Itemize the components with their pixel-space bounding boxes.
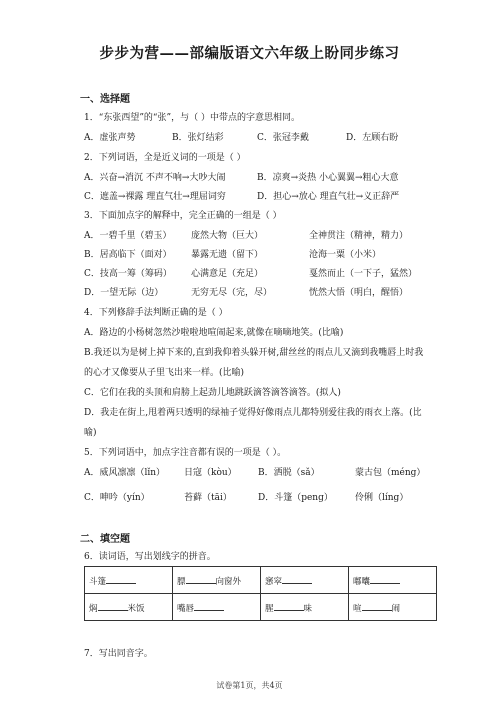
word-mifan: 米饭 (127, 603, 145, 614)
question-3-option-b3: 沧海一粟（小米） (309, 250, 382, 260)
word-dunang: 嘟囔 (353, 576, 371, 587)
question-3-option-d2: 无穷无尽（完，尽） (191, 288, 273, 298)
question-5-option-b1: B．洒脱（sǎ） (258, 468, 320, 478)
question-3-option-b2: 暴露无遗（留下） (191, 250, 264, 260)
question-6-stem: 6．读词语，写出划线字的拼音。 (84, 552, 216, 562)
question-4-option-b-line2: 的心才又像要从子里飞出来一样。(比喻) (84, 368, 245, 378)
question-5-option-c1: C．呻吟（yín） (84, 493, 150, 503)
table-cell (173, 594, 261, 621)
table-row (85, 594, 437, 621)
question-4-option-b-line1: B.我还以为是树上掉下来的,直到我仰着头躲开树,甜丝丝的雨点儿又滴到我嘴唇上时我 (84, 348, 424, 358)
question-3-option-a2: 庞然大物（巨大） (191, 231, 264, 241)
question-3-option-b1: B．居高临下（面对） (84, 250, 172, 260)
answer-blank[interactable] (370, 574, 400, 584)
word-doupeng: 斗篷 (89, 576, 107, 587)
answer-blank[interactable] (98, 601, 128, 611)
answer-blank[interactable] (186, 574, 216, 584)
page-footer: 试卷第1页，共4页 (216, 681, 283, 690)
table-cell (349, 594, 437, 621)
table-cell (349, 567, 437, 594)
question-1-stem: 1．“东张西望”的“张”，与（ ）中带点的字意思相同。 (84, 113, 300, 123)
section-heading-choice: 一、选择题 (80, 94, 130, 105)
question-3-option-d1: D．一望无际（边） (84, 288, 164, 298)
word-piao: 膘 (177, 576, 186, 587)
question-7-stem: 7．写出同音字。 (84, 649, 153, 659)
question-5-option-c2: 苔藓（tāi） (184, 493, 232, 503)
question-3-option-a1: A．一碧千里（碧玉） (84, 231, 172, 241)
question-5-option-a1: A．威风凛凛（lǐn） (84, 468, 166, 478)
answer-blank[interactable] (282, 574, 312, 584)
question-3-option-c2: 心满意足（充足） (191, 269, 264, 279)
word-nao: 闹 (391, 603, 401, 614)
question-5-option-b2: 蒙古包（méng） (355, 468, 426, 478)
answer-blank[interactable] (194, 601, 224, 611)
word-xuan: 喧 (353, 603, 362, 614)
question-1-option-a: A．虚张声势 (84, 133, 136, 143)
word-xisu: 窸窣 (265, 576, 283, 587)
table-row (85, 567, 437, 594)
word-wei: 味 (303, 603, 313, 614)
question-1-option-c: C．张冠李戴 (257, 133, 309, 143)
question-2-option-a: A．兴奋→消沉 不声不响→大吵大闹 (84, 173, 226, 183)
page-title: 步步为营——部编版语文六年级上盼同步练习 (99, 45, 400, 62)
question-4-option-d-line1: D．我走在街上,甩着两只透明的绿袖子觉得好像雨点儿都特别爱往我的雨衣上落。(比 (84, 408, 422, 418)
word-xing: 腥 (265, 603, 274, 614)
question-3-option-d3: 恍然大悟（明白，醒悟） (309, 288, 409, 298)
question-5-stem: 5．下列词语中，加点字注音都有误的一项是（ ）。 (84, 448, 287, 458)
question-2-stem: 2．下列词语，全是近义词的一项是（ ） (84, 153, 246, 163)
answer-blank[interactable] (362, 601, 392, 611)
question-3-option-a3: 全神贯注（精神，精力） (309, 231, 409, 241)
question-5-option-d2: 伶俐（líng） (355, 493, 409, 503)
question-1-option-b: B．张灯结彩 (172, 133, 224, 143)
section-heading-fill: 二、填空题 (80, 534, 130, 545)
question-4-option-a: A．路边的小杨树忽然沙啦啦地喧闹起来,就像在嘀嘀地笑。(比喻) (84, 328, 344, 338)
question-4-stem: 4．下列修辞手法判断正确的是（ ） (84, 308, 228, 318)
table-cell (85, 594, 173, 621)
word-zuichun: 嘴唇 (177, 603, 195, 614)
word-xiangchuangwai: 向窗外 (215, 576, 242, 587)
question-2-option-d: D．担心→放心 理直气壮→义正辞严 (257, 192, 400, 202)
question-2-option-b: B．凉爽→炎热 小心翼翼→粗心大意 (257, 173, 399, 183)
word-men: 焖 (89, 603, 98, 614)
question-3-option-c1: C．技高一筹（筹码） (84, 269, 172, 279)
question-1-option-d: D．左顾右盼 (346, 133, 399, 143)
answer-blank[interactable] (106, 574, 136, 584)
table-cell (173, 567, 261, 594)
question-4-option-d-line2: 喻) (84, 428, 97, 438)
question-3-stem: 3．下面加点字的解释中，完全正确的一组是（ ） (84, 211, 282, 221)
question-5-option-d1: D．斗篷（peng） (258, 493, 333, 503)
table-cell (261, 594, 349, 621)
pinyin-table (84, 566, 437, 621)
answer-blank[interactable] (274, 601, 304, 611)
question-5-option-a2: 日寇（kòu） (184, 468, 237, 478)
table-cell (85, 567, 173, 594)
question-2-option-c: C．遮盖→裸露 理直气壮→理屈词穷 (84, 192, 226, 202)
table-cell (261, 567, 349, 594)
question-3-option-c3: 戛然而止（一下子，猛然） (309, 269, 418, 279)
question-4-option-c: C．它们在我的头顶和肩膀上起劲儿地跳跃滴答滴答滴答。(拟人) (84, 388, 341, 398)
